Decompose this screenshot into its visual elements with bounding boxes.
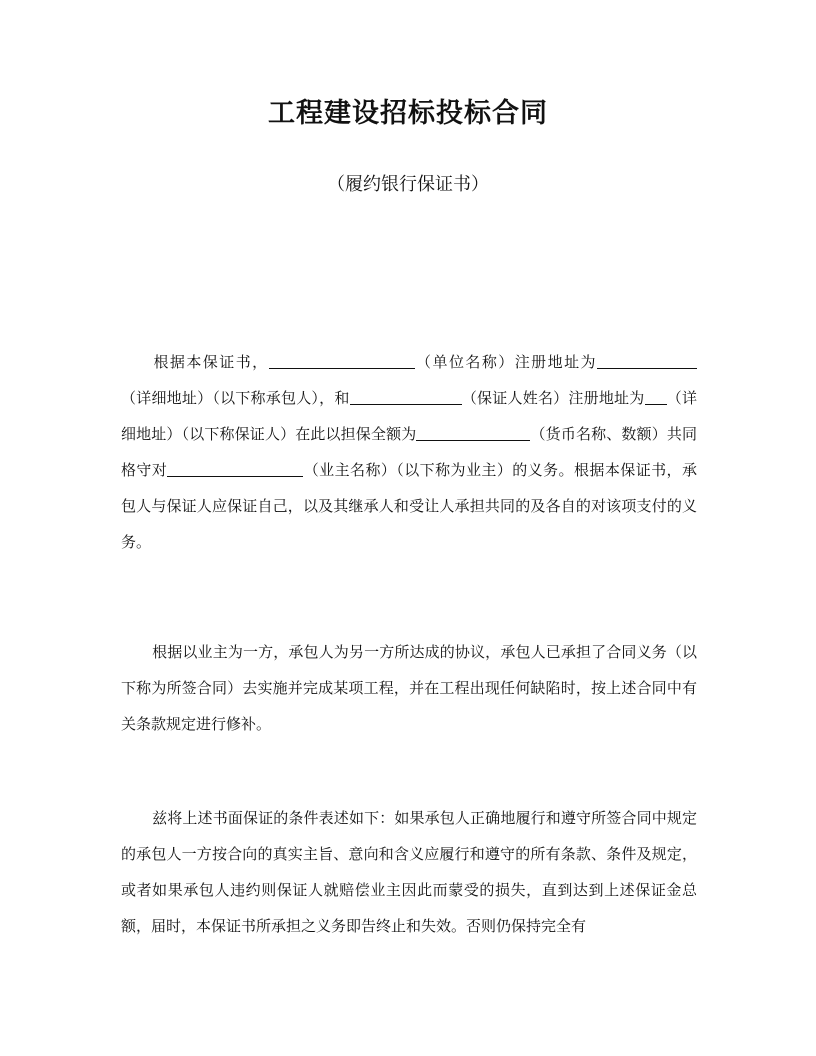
p1-text-intro: 根据本保证书， bbox=[152, 353, 269, 371]
p1-text-contractor: （详细地址）（以下称承包人），和 bbox=[121, 389, 350, 407]
p1-text-currency: （货币名称、数额）共同格守对 bbox=[121, 425, 697, 479]
blank-guarantor-address[interactable] bbox=[645, 387, 667, 405]
document-title: 工程建设招标投标合同 bbox=[268, 98, 548, 129]
p2-text: 根据以业主为一方，承包人为另一方所达成的协议，承包人已承担了合同义务（以下称为所签合同）去实施并完成某项工程，并在工程出现任何缺陷时，按上述合同中有关条款规定进行修补。 bbox=[121, 643, 697, 733]
blank-guarantee-amount[interactable] bbox=[416, 423, 530, 441]
document-subtitle: （履约银行保证书） bbox=[327, 174, 489, 195]
blank-employer-name[interactable] bbox=[167, 459, 303, 477]
p1-text-guarantor: （详细地址）（以下称保证人）在此以担保全额为 bbox=[121, 389, 697, 443]
paragraph-guarantee-conditions bbox=[121, 800, 697, 944]
blank-contractor-address[interactable] bbox=[597, 351, 697, 369]
p3-text: 兹将上述书面保证的条件表述如下：如果承包人正确地履行和遵守所签合同中规定的承包人一方按合向的真实主旨、意向和含义应履行和遵守的所有条款、条件及规定，或者如果承包人违约则保证人就赔偿业主因此而蒙受的损失，直到达到上述保证金总额，届时，本保证书所承担之义务即告终止和失效。否则仍保持完全有 bbox=[121, 809, 697, 935]
p1-text-obligations: （业主名称）（以下称为业主）的义务。根据本保证书，承包人与保证人应保证自己，以及其继承人和受让人承担共同的及各自的对该项支付的义务。 bbox=[121, 461, 697, 551]
paragraph-contract-obligations bbox=[121, 634, 697, 742]
blank-company-name[interactable] bbox=[269, 351, 415, 369]
p1-text-address-label: （单位名称）注册地址为 bbox=[414, 353, 597, 371]
blank-guarantor-name[interactable] bbox=[350, 387, 462, 405]
paragraph-guarantee-parties bbox=[121, 344, 697, 560]
p1-text-guarantor-address-label: （保证人姓名）注册地址为 bbox=[461, 389, 645, 407]
